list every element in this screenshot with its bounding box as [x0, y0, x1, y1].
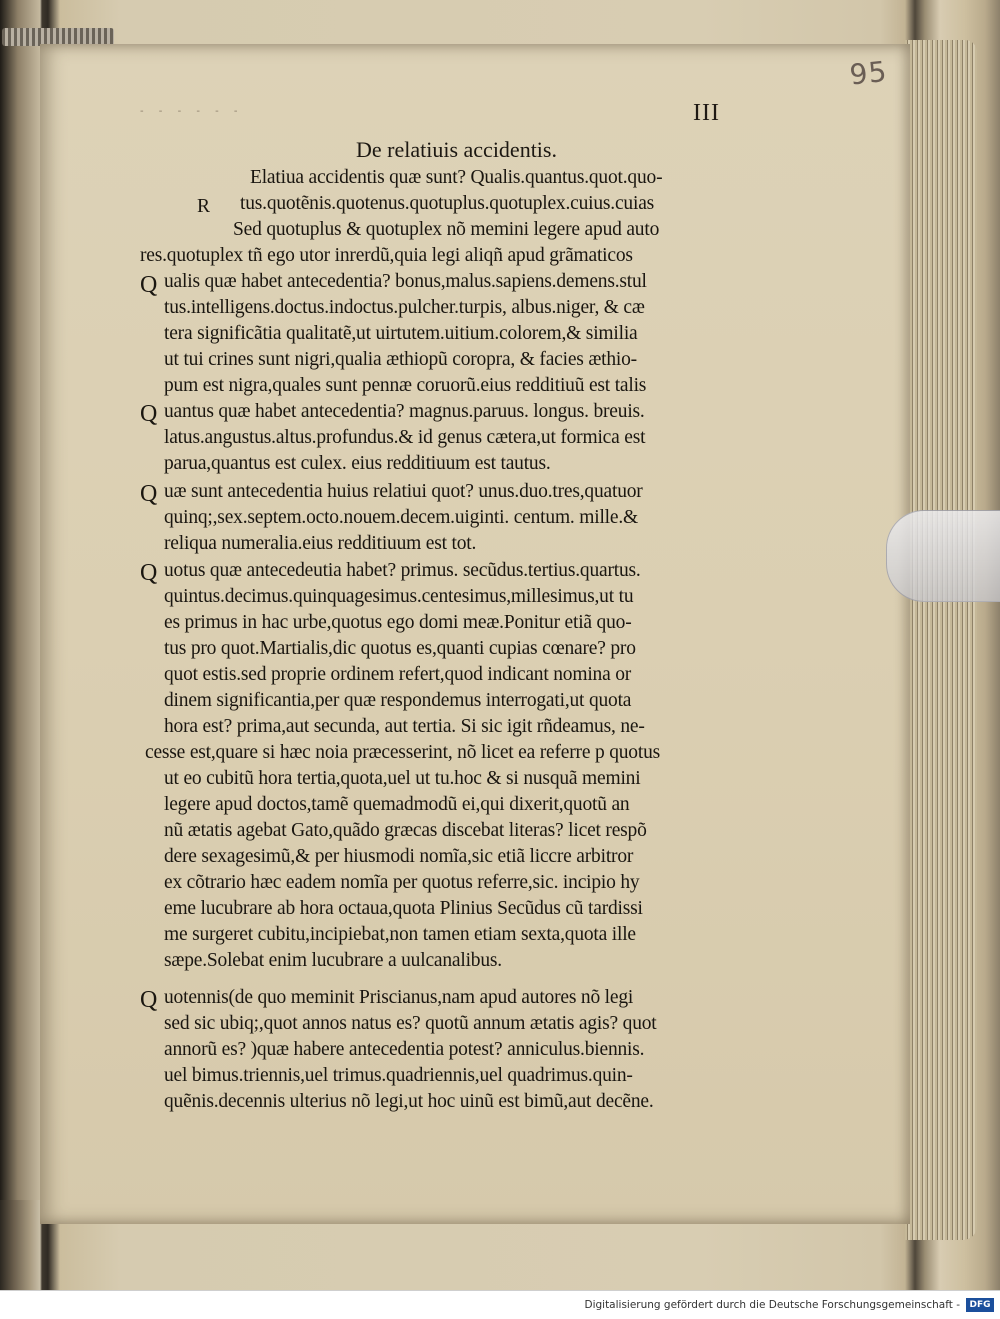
- text-line: ut tui crines sunt nigri,qualia æthiopũ coropra, & facies æthio-: [164, 349, 637, 370]
- text-line: tus.intelligens.doctus.indoctus.pulcher.turpis, albus.niger, & cæ: [164, 297, 645, 318]
- text-line: nũ ætatis agebat Gato,quãdo græcas discebat literas? licet respõ: [164, 820, 647, 841]
- text-line: sæpe.Solebat enim lucubrare a uulcanalibus.: [164, 950, 502, 971]
- initial-q-quotus: Q: [140, 560, 158, 586]
- text-line: cesse est,quare si hæc noia præcesserint, nõ licet ea referre p quotus: [145, 742, 661, 763]
- printed-folio: III: [693, 100, 720, 126]
- page-marker-tab: [886, 510, 1000, 602]
- handwritten-folio: 95: [848, 54, 889, 92]
- text-line: Sed quotuplus & quotuplex nõ memini legere apud auto: [233, 219, 660, 240]
- text-line: hora est? prima,aut secunda, aut tertia. Si sic igit rñdeamus, ne-: [164, 716, 645, 737]
- text-line: quintus.decimus.quinquagesimus.centesimus,millesimus,ut tu: [164, 586, 634, 607]
- text-line: annorũ es? )quæ habere antecedentia potest? anniculus.biennis.: [164, 1039, 645, 1060]
- page-edges: [905, 40, 977, 1240]
- text-line: res.quotuplex tñ ego utor inrerdũ,quia legi aliqñ apud grãmaticos: [140, 245, 633, 266]
- text-line: tus.quotẽnis.quotenus.quotuplus.quotuplex.cuius.cuias: [240, 193, 655, 214]
- initial-q-quantus: Q: [140, 401, 158, 427]
- text-line: quẽnis.decennis ulterius nõ legi,ut hoc uinũ est bimũ,aut decẽne.: [164, 1091, 654, 1112]
- text-line: tus pro quot.Martialis,dic quotus es,quanti cupias cœnare? pro: [164, 638, 636, 659]
- footer-credit: Digitalisierung gefördert durch die Deutsche Forschungsgemeinschaft -: [584, 1299, 960, 1311]
- footer-bar: [0, 1290, 1000, 1319]
- text-line: parua,quantus est culex. eius redditiuum est tautus.: [164, 453, 551, 474]
- text-line: dinem significantia,per quæ respondemus interrogati,ut quota: [164, 690, 632, 711]
- text-line: dere sexagesimũ,& per hiusmodi nomĩa,sic etiã liccre arbitror: [164, 846, 634, 867]
- text-line: legere apud doctos,tamẽ quemadmodũ ei,qui dixerit,quotũ an: [164, 794, 630, 815]
- left-page-edge: [0, 0, 40, 1200]
- text-line: uantus quæ habet antecedentia? magnus.paruus. longus. breuis.: [164, 401, 645, 422]
- text-line: uotennis(de quo meminit Priscianus,nam apud autores nõ legi: [164, 987, 634, 1008]
- text-line: ualis quæ habet antecedentia? bonus,malus.sapiens.demens.stul: [164, 271, 647, 292]
- text-line: quinq;,sex.septem.octo.nouem.decem.uiginti. centum. mille.&: [164, 507, 638, 528]
- faint-ink-marks: - - - - - -: [140, 106, 244, 117]
- text-line: latus.angustus.altus.profundus.& id genus cætera,ut formica est: [164, 427, 646, 448]
- initial-q-quotennis: Q: [140, 987, 158, 1013]
- text-line: quot estis.sed proprie ordinem refert,quod indicant nomina or: [164, 664, 632, 685]
- initial-q-quot: Q: [140, 481, 158, 507]
- dfg-logo[interactable]: DFG: [966, 1298, 994, 1312]
- initial-r: R: [197, 196, 210, 217]
- text-line: ex cõtrario hæc eadem nomĩa per quotus referre,sic. incipio hy: [164, 872, 640, 893]
- text-line: pum est nigra,quales sunt pennæ coruorũ.eius redditiuũ est talis: [164, 375, 647, 396]
- initial-q-qualis: Q: [140, 272, 158, 298]
- chapter-heading: De relatiuis accidentis.: [356, 137, 557, 162]
- text-line: Elatiua accidentis quæ sunt? Qualis.quantus.quot.quo-: [250, 167, 663, 188]
- text-line: eme lucubrare ab hora octaua,quota Plinius Secũdus cũ tardissi: [164, 898, 643, 919]
- text-line: uotus quæ antecedeutia habet? primus. secũdus.tertius.quartus.: [164, 560, 641, 581]
- text-line: uel bimus.triennis,uel trimus.quadriennis,uel quadrimus.quin-: [164, 1065, 633, 1086]
- text-line: sed sic ubiq;,quot annos natus es? quotũ annum ætatis agis? quot: [164, 1013, 657, 1034]
- text-line: ut eo cubitũ hora tertia,quota,uel ut tu.hoc & si nusquã memini: [164, 768, 641, 789]
- text-line: uæ sunt antecedentia huius relatiui quot? unus.duo.tres,quatuor: [164, 481, 643, 502]
- text-line: tera significãtia qualitatẽ,ut uirtutem.uitium.colorem,& similia: [164, 323, 638, 344]
- text-line: reliqua numeralia.eius redditiuum est tot.: [164, 533, 477, 554]
- text-line: es primus in hac urbe,quotus ego domi meæ.Ponitur etiã quo-: [164, 612, 632, 633]
- text-line: me surgeret cubitu,incipiebat,non tamen etiam sexta,quota ille: [164, 924, 636, 945]
